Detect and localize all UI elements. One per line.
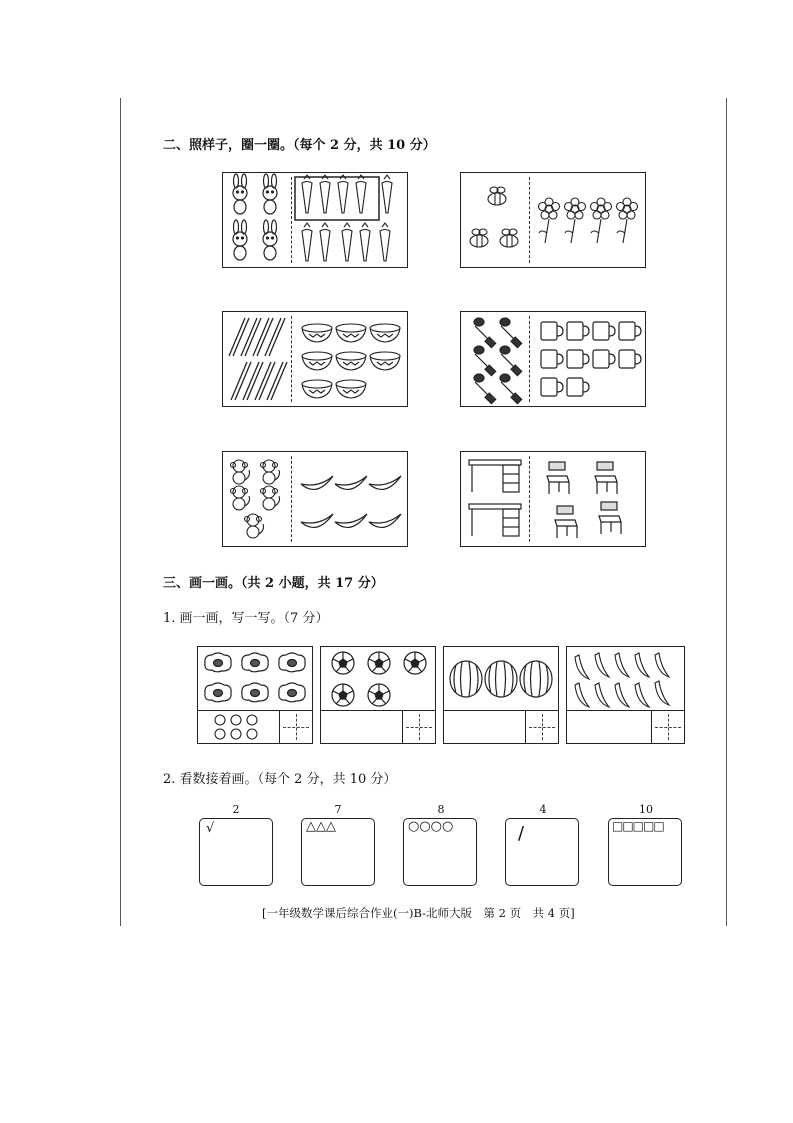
circle-box-rabbit-carrot: [222, 172, 408, 268]
target-number: 10: [639, 803, 653, 816]
drawing-box[interactable]: [608, 818, 682, 886]
target-number: 7: [334, 803, 342, 816]
left-margin-line: [120, 98, 121, 926]
number-writing-grid[interactable]: [525, 711, 558, 743]
fried-egg-icon: [205, 653, 305, 702]
circle-icon: ○○○○: [408, 819, 454, 834]
target-number: 2: [232, 803, 240, 816]
drawing-box[interactable]: [403, 818, 477, 886]
example-circles: [198, 711, 282, 743]
triangle-icon: △△△: [306, 819, 336, 834]
draw-card-watermelons: [443, 646, 559, 744]
bowl-icon: [302, 324, 400, 398]
fried-egg-drawing: [198, 647, 314, 713]
draw-card-bananas: [566, 646, 685, 744]
soccer-ball-drawing: [321, 647, 437, 713]
circle-box-racket-mug: [460, 311, 646, 407]
bee-icon: [470, 187, 518, 247]
check-icon: √: [206, 821, 215, 836]
monkey-icon: [231, 460, 280, 538]
section3-q2: 2. 看数接着画。（每个 2 分，共 10 分）: [163, 772, 397, 787]
desk-chair-drawing: [461, 452, 647, 548]
monkey-banana-drawing: [223, 452, 409, 548]
drawing-box[interactable]: [505, 818, 579, 886]
bee-flower-drawing: [461, 173, 647, 269]
section2-title: 二、照样子，圈一圈。（每个 2 分，共 10 分）: [163, 138, 436, 153]
soccer-ball-icon: [332, 652, 426, 706]
circle-box-desk-chair: [460, 451, 646, 547]
draw-card-balls: [320, 646, 436, 744]
watermelon-drawing: [444, 647, 560, 713]
right-margin-line: [726, 98, 727, 926]
racket-mug-drawing: [461, 312, 647, 408]
rabbit-carrot-drawing: [223, 173, 409, 269]
rabbit-icon: [233, 174, 277, 260]
banana-icon: [575, 653, 669, 707]
section3-q1: 1. 画一画，写一写。（7 分）: [163, 611, 329, 626]
number-writing-grid[interactable]: [402, 711, 435, 743]
banana-bunch-drawing: [567, 647, 686, 713]
chopsticks-icon: [229, 318, 287, 400]
number-writing-grid[interactable]: [279, 711, 312, 743]
badminton-racket-icon: [474, 318, 522, 404]
drawing-box[interactable]: [301, 818, 375, 886]
mug-icon: [541, 322, 641, 396]
slash-icon: /: [518, 823, 525, 844]
draw-card-eggs: [197, 646, 313, 744]
chopsticks-bowl-drawing: [223, 312, 409, 408]
banana-icon: [301, 476, 401, 527]
watermelon-icon: [450, 661, 552, 697]
chair-icon: [547, 462, 621, 538]
flower-icon: [539, 198, 638, 243]
target-number: 8: [437, 803, 445, 816]
desk-icon: [469, 460, 521, 536]
number-writing-grid[interactable]: [651, 711, 684, 743]
page-footer: [一年级数学课后综合作业(一)B-北师大版 第 2 页 共 4 页]: [262, 906, 575, 920]
square-icon: □□□□□: [612, 819, 664, 833]
target-number: 4: [539, 803, 547, 816]
circle-box-monkey-banana: [222, 451, 408, 547]
circle-box-chopsticks-bowl: [222, 311, 408, 407]
circle-box-bee-flower: [460, 172, 646, 268]
section3-title: 三、画一画。（共 2 小题，共 17 分）: [163, 576, 384, 591]
drawing-box[interactable]: [199, 818, 273, 886]
